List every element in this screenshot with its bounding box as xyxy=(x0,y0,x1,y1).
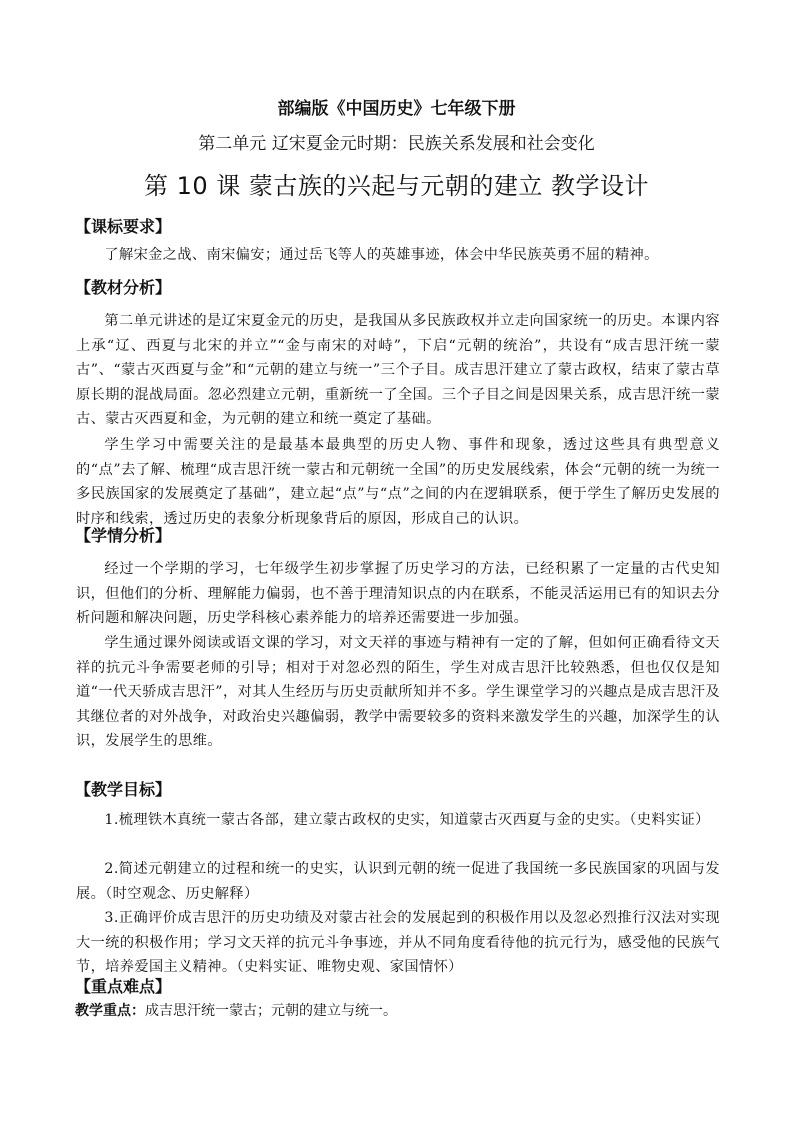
textbook-paragraph-2: 学生学习中需要关注的是最基本最典型的历史人物、事件和现象，透过这些具有典型意义的“点”去了解、梳理“成吉思汗统一蒙古和元朝统一全国”的历史发展线索，体会“元朝的统一为统一多民族国家的发展奠定了基础”，建立起“点”与“点”之间的内在逻辑联系，便于学生了解历史发展的时序和线索，透过历史的表象分析现象背后的原因，形成自己的认识。 xyxy=(76,437,720,527)
keypoint-text: 成吉思汗统一蒙古；元朝的建立与统一。 xyxy=(145,1003,397,1019)
keypoint-label: 教学重点： xyxy=(75,1003,145,1019)
keypoint-line xyxy=(75,1000,397,1020)
objective-1: 1.梳理铁木真统一蒙古各部，建立蒙古政权的史实，知道蒙古灭西夏与金的史实。（史料实证） xyxy=(104,812,710,828)
textbook-paragraph-1: 第二单元讲述的是辽宋夏金元的历史，是我国从多民族政权并立走向国家统一的历史。本课内容上承“辽、西夏与北宋的并立”“金与南宋的对峙”，下启“元朝的统治”，共设有“成吉思汗统一蒙古”、“蒙古灭西夏与金”和“元朝的建立与统一”三个子目。成吉思汗建立了蒙古政权，结束了蒙古草原长期的混战局面。忽必烈建立元朝，重新统一了全国。三个子目之间是因果关系，成吉思汗统一蒙古、蒙古灭西夏和金，为元朝的建立和统一奠定了基础。 xyxy=(76,313,720,428)
learners-paragraph-1: 经过一个学期的学习，七年级学生初步掌握了历史学习的方法，已经积累了一定量的古代史知识，但他们的分析、理解能力偏弱，也不善于理清知识点的内在联系，不能灵活运用已有的知识去分析问题和解决问题，历史学科核心素养能力的培养还需要进一步加强。 xyxy=(76,561,720,627)
learners-paragraph-2: 学生通过课外阅读或语文课的学习，对文天祥的事迹与精神有一定的了解，但如何正确看待文天祥的抗元斗争需要老师的引导；相对于对忽必烈的陌生，学生对成吉思汗比较熟悉，但也仅仅是知道“一代天骄成吉思汗”，对其人生经历与历史贡献所知并不多。学生课堂学习的兴趣点是成吉思汗及其继位者的对外战争，对政治史兴趣偏弱，教学中需要较多的资料来激发学生的兴趣，加深学生的认识，发展学生的思维。 xyxy=(76,635,720,750)
objective-2: 2.简述元朝建立的过程和统一的史实，认识到元朝的统一促进了我国统一多民族国家的巩固与发展。（时空观念、历史解释） xyxy=(76,861,720,902)
unit-title: 第二单元 辽宋夏金元时期：民族关系发展和社会变化 xyxy=(198,134,595,154)
section-title-curriculum: 【课标要求】 xyxy=(75,217,172,236)
section-title-objectives: 【教学目标】 xyxy=(75,780,172,799)
objective-3: 3.正确评价成吉思汗的历史功绩及对蒙古社会的发展起到的积极作用以及忽必烈推行汉法对实现大一统的积极作用；学习文天祥的抗元斗争事迹，并从不同角度看待他的抗元行为，感受他的民族气节，培养爱国主义精神。（史料实证、唯物史观、家国情怀） xyxy=(76,910,720,976)
section-title-keypoints: 【重点难点】 xyxy=(75,977,172,996)
lesson-title: 第 10 课 蒙古族的兴起与元朝的建立 教学设计 xyxy=(143,172,650,200)
book-title: 部编版《中国历史》七年级下册 xyxy=(277,99,516,119)
section-title-textbook: 【教材分析】 xyxy=(75,278,172,297)
section-title-learners: 【学情分析】 xyxy=(75,526,172,545)
curriculum-paragraph: 了解宋金之战、南宋偏安；通过岳飞等人的英雄事迹，体会中华民族英勇不屈的精神。 xyxy=(104,247,659,263)
